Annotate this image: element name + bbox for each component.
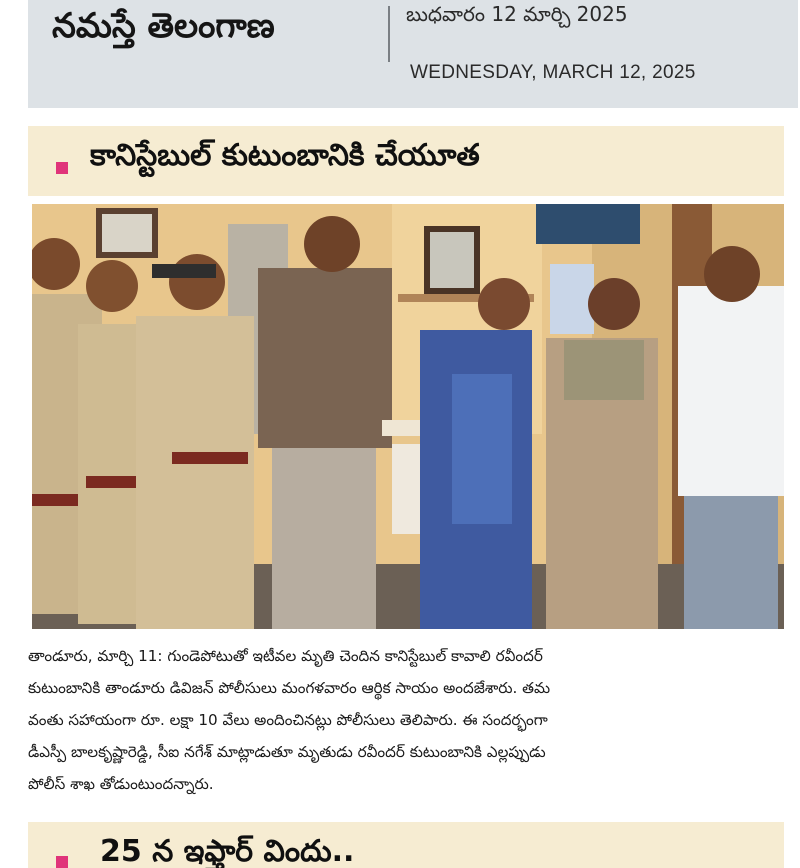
masthead [28, 0, 798, 108]
next-article-headline: 25 న ఇఫ్తార్ విందు.. [100, 834, 355, 868]
article-line: వంతు సహాయంగా రూ. లక్షా 10 వేలు అందించినట్లు పోలీసులు తెలిపారు. ఈ సందర్భంగా [28, 711, 548, 729]
article-photo [32, 204, 784, 629]
article-body [28, 640, 788, 800]
article-headline: కానిస్టేబుల్ కుటుంబానికి చేయూత [90, 138, 480, 173]
newspaper-title: నమస్తే తెలంగాణ [52, 6, 275, 46]
date-english: WEDNESDAY, MARCH 12, 2025 [410, 62, 696, 83]
date-telugu: బుధవారం 12 మార్చి 2025 [406, 2, 628, 26]
next-headline-bullet-icon [56, 856, 68, 868]
masthead-divider [388, 6, 390, 62]
article-line: తాండూరు, మార్చి 11: గుండెపోటుతో ఇటీవల మృతి చెందిన కానిస్టేబుల్ కావాలి రవీందర్ [28, 647, 543, 665]
headline-bullet-icon [56, 162, 68, 174]
next-headline-band [28, 822, 784, 868]
article-line: పోలీస్ శాఖ తోడుంటుందన్నారు. [28, 775, 214, 793]
article-line: కుటుంబానికి తాండూరు డివిజన్ పోలీసులు మంగళవారం ఆర్థిక సాయం అందజేశారు. తమ [28, 679, 551, 697]
article-line: డీఎస్పీ బాలకృష్ణారెడ్డి, సీఐ నగేశ్ మాట్లాడుతూ మృతుడు రవీందర్ కుటుంబానికి ఎల్లప్పుడు [28, 743, 546, 761]
headline-band [28, 126, 784, 196]
